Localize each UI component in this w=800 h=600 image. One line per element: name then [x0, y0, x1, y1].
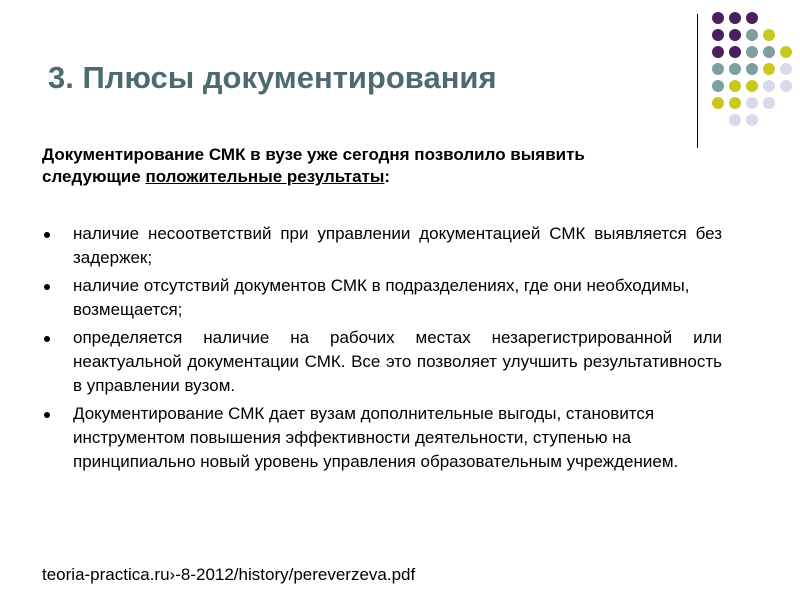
decorative-dot [746, 46, 758, 58]
divider-line [697, 14, 698, 148]
decorative-dot [763, 29, 775, 41]
decorative-dot [746, 29, 758, 41]
bullet-dot-icon [44, 232, 50, 238]
decorative-dot-grid [700, 6, 800, 136]
decorative-dot [729, 46, 741, 58]
decorative-dot [746, 80, 758, 92]
decorative-dot [763, 63, 775, 75]
bullet-list [42, 222, 722, 478]
decorative-dot [729, 97, 741, 109]
decorative-dot [712, 29, 724, 41]
decorative-dot [746, 12, 758, 24]
decorative-dot [729, 29, 741, 41]
decorative-dot [763, 80, 775, 92]
decorative-dot [712, 80, 724, 92]
bullet-text: определяется наличие на рабочих местах незарегистрированной или неактуальной документации СМК. Все это позволяет улучшить результативность в управлении вузом. [73, 328, 722, 395]
bullet-item [42, 274, 722, 322]
bullet-dot-icon [44, 336, 50, 342]
bullet-text: наличие отсутствий документов СМК в подразделениях, где они необходимы, возмещается; [73, 276, 690, 319]
decorative-dot [729, 63, 741, 75]
slide-title: 3. Плюсы документирования [48, 60, 497, 95]
decorative-dot [780, 46, 792, 58]
decorative-dot [729, 12, 741, 24]
decorative-dot [746, 114, 758, 126]
decorative-dot [729, 114, 741, 126]
source-link[interactable]: teoria-practica.ru›-8-2012/history/pereverzeva.pdf [42, 565, 416, 584]
intro-colon: : [384, 167, 391, 186]
decorative-dot [780, 80, 792, 92]
decorative-dot [712, 97, 724, 109]
decorative-dot [780, 63, 792, 75]
decorative-dot [729, 80, 741, 92]
decorative-dot [712, 46, 724, 58]
bullet-dot-icon [44, 412, 50, 418]
intro-line1: Документирование СМК в вузе уже сегодня позволило выявить [42, 145, 585, 164]
decorative-dot [763, 46, 775, 58]
bullet-dot-icon [44, 284, 50, 290]
intro-text [42, 144, 702, 188]
bullet-text: наличие несоответствий при управлении документацией СМК выявляется без задержек; [73, 224, 722, 267]
decorative-dot [746, 63, 758, 75]
decorative-dot [712, 12, 724, 24]
bullet-text: Документирование СМК дает вузам дополнительные выгоды, становится инструментом повышения эффективности деятельности, ступенью на принципиально новый уровень управления образовательным учреждением. [73, 404, 679, 471]
decorative-dot [763, 97, 775, 109]
intro-underlined-phrase: положительные результаты [145, 167, 385, 186]
intro-line2: следующие [42, 167, 146, 186]
bullet-item [42, 326, 722, 398]
decorative-dot [746, 97, 758, 109]
decorative-dot [712, 63, 724, 75]
bullet-item [42, 402, 722, 474]
bullet-item [42, 222, 722, 270]
